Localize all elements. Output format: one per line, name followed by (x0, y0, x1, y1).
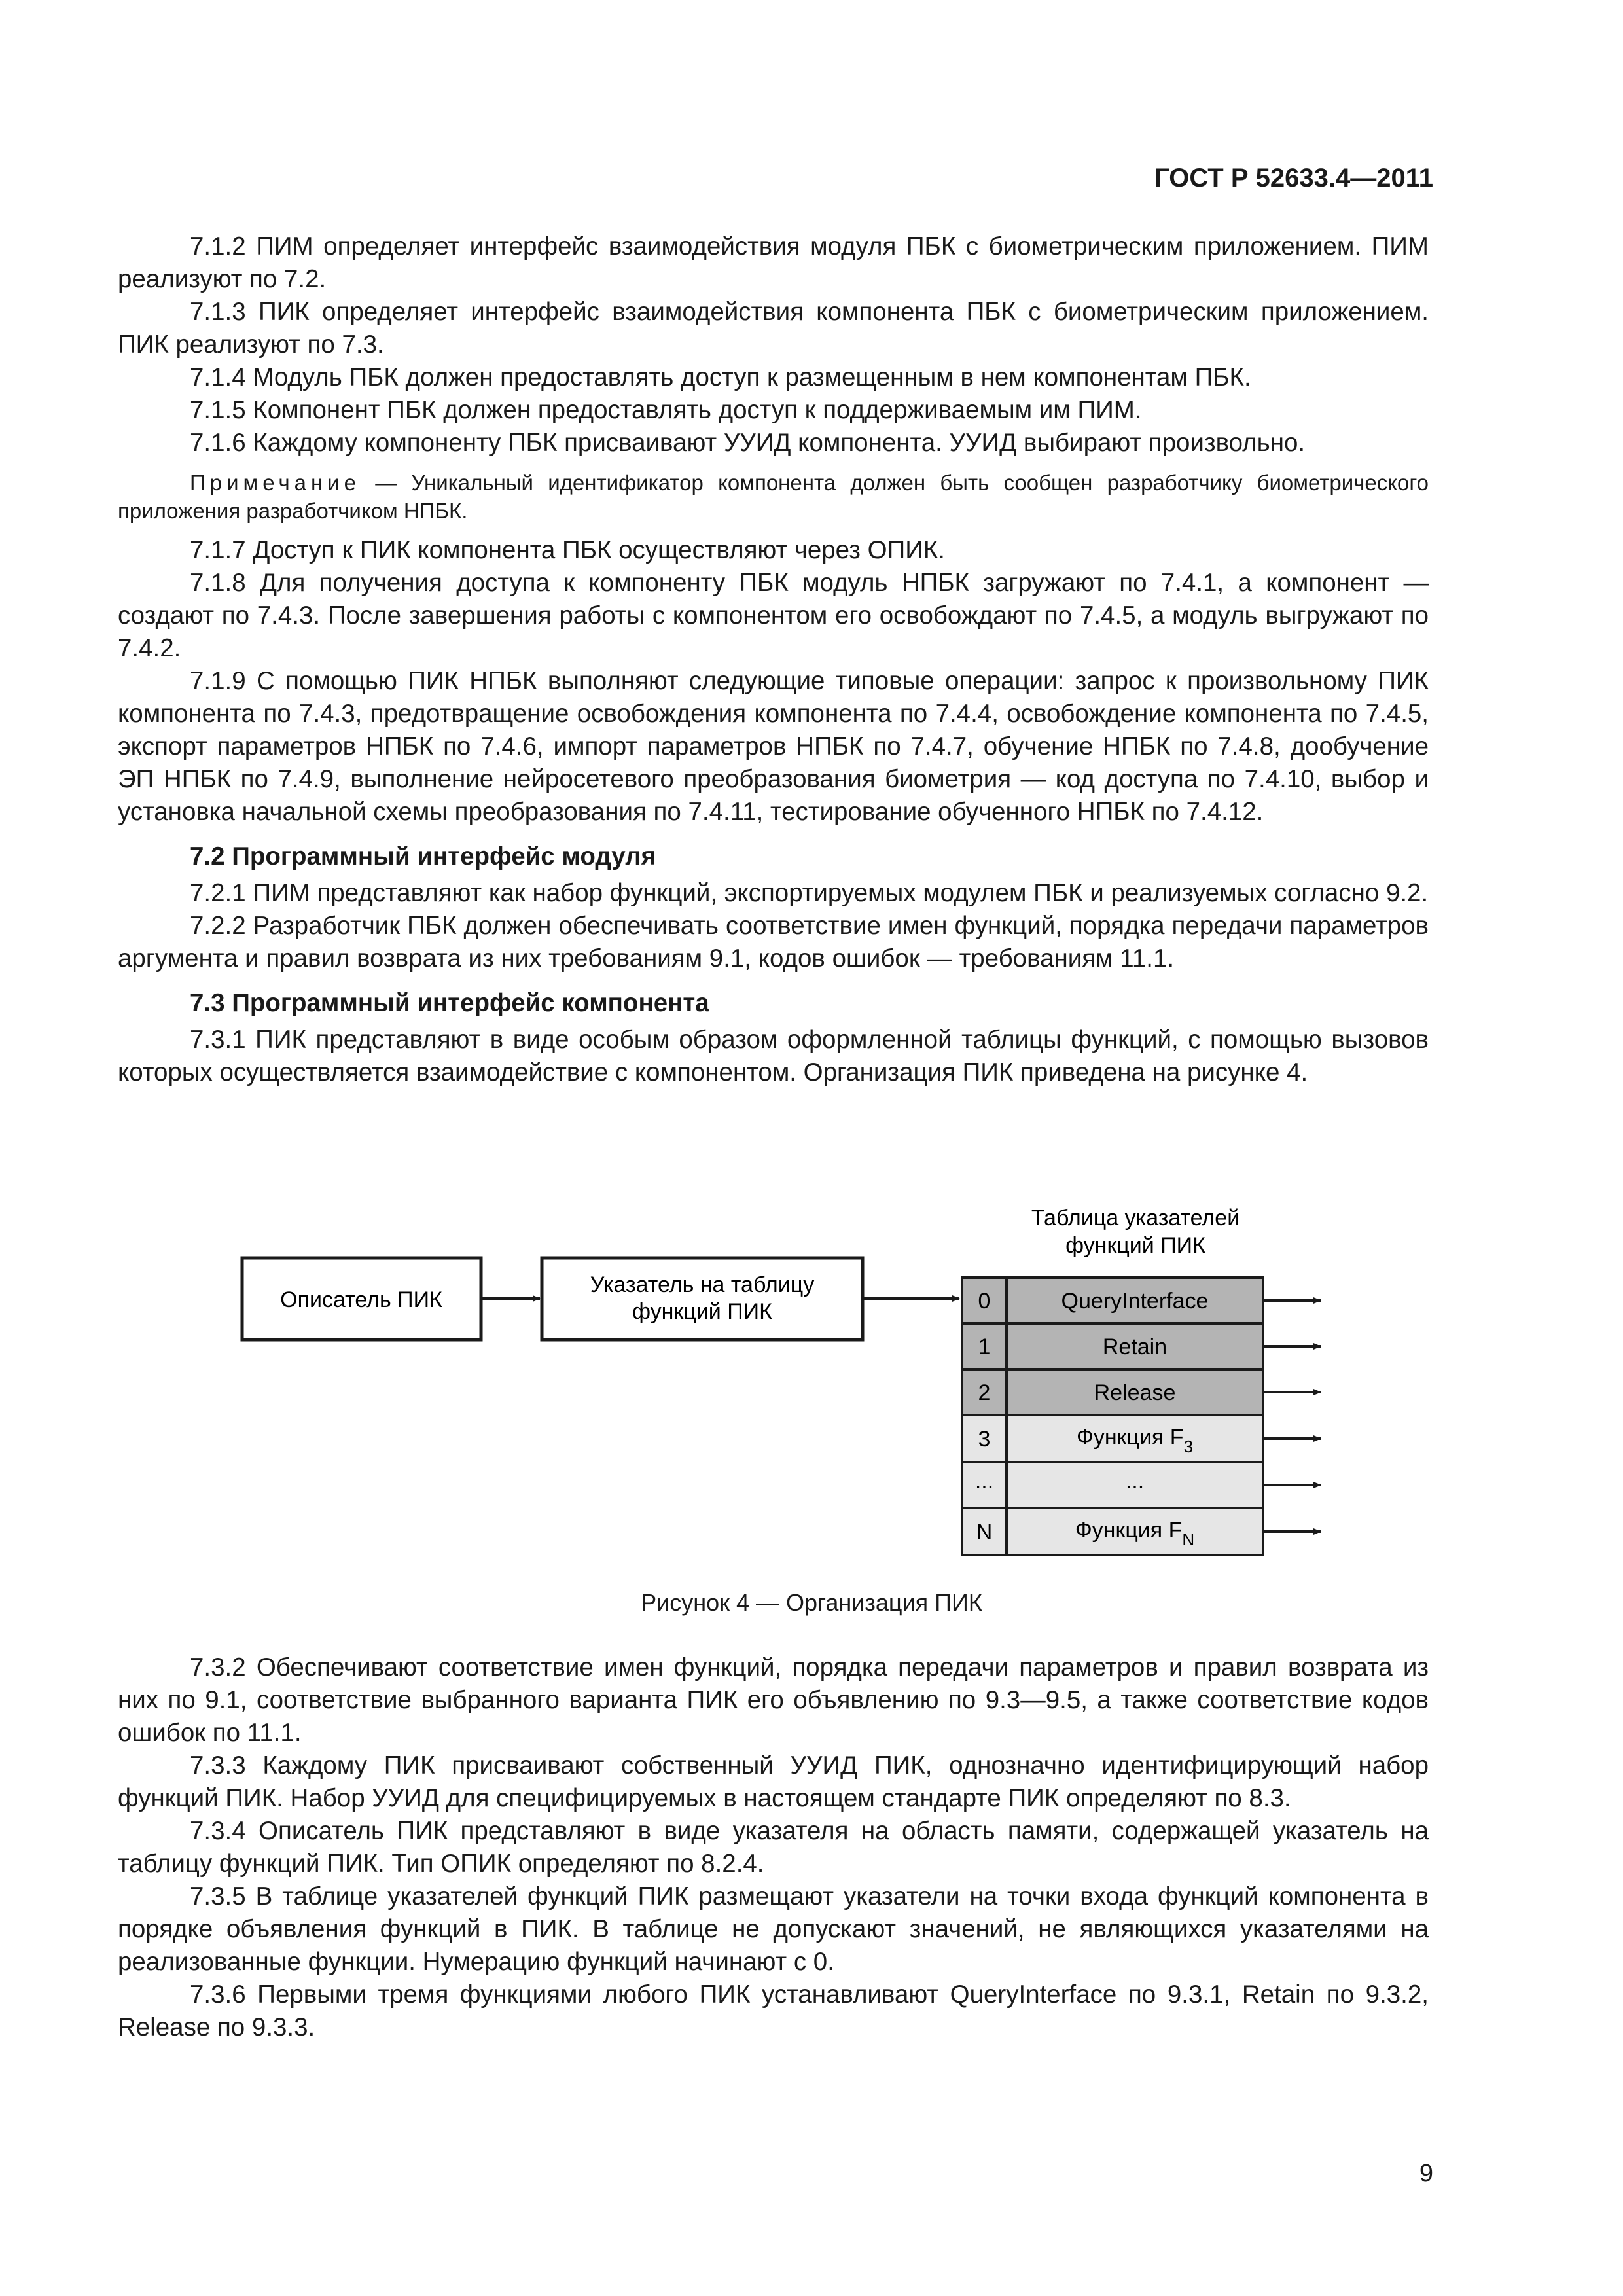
row-label: ... (1125, 1469, 1145, 1494)
row-index: N (976, 1520, 993, 1545)
row-index: 0 (978, 1289, 991, 1314)
row-index: 2 (978, 1380, 991, 1405)
paragraph-7-1-5: 7.1.5 Компонент ПБК должен предоставлять доступ к поддерживаемым им ПИМ. (190, 396, 1142, 424)
section-7-3-title: 7.3 Программный интерфейс компонента (190, 989, 709, 1017)
descriptor-box-label: Описатель ПИК (280, 1287, 442, 1312)
paragraph-7-3-5: 7.3.5 В таблице указателей функций ПИК размещают указатели на точки входа функций компонента в порядке объявления функций в ПИК. В таблице не допускают значений, не являющихся указателями на реализованные функции. Нумерацию функций начинают с 0. (118, 1882, 1429, 1976)
row-label: Retain (1102, 1335, 1168, 1359)
paragraph-7-1-6: 7.1.6 Каждому компоненту ПБК присваивают УУИД компонента. УУИД выбирают произвольно. (190, 429, 1306, 457)
paragraph-7-3-4: 7.3.4 Описатель ПИК представляют в виде указателя на область памяти, содержащей указатель на таблицу функций ПИК. Тип ОПИК определяют по 8.2.4. (118, 1817, 1429, 1878)
paragraph-7-1-9: 7.1.9 С помощью ПИК НПБК выполняют следующие типовые операции: запрос к произвольному ПИК компонента по 7.4.3, предотвращение освобождения компонента по 7.4.4, освобождение компонента по 7.4.5, экспорт параметров НПБК по 7.4.6, импорт параметров НПБК по 7.4.7, обучение НПБК по 7.4.8, дообучение ЭП НПБК по 7.4.9, выполнение нейросетевого преобразования биометрия — код доступа по 7.4.10, выбор и установка начальной схемы преобразования по 7.4.11, тестирование обученного НПБК по 7.4.12. (118, 667, 1429, 826)
row-label: Release (1094, 1380, 1176, 1405)
row-label-with-subscript: Функция $F_3$ (1076, 1425, 1194, 1456)
paragraph-7-1-7: 7.1.7 Доступ к ПИК компонента ПБК осуществляют через ОПИК. (190, 536, 945, 564)
paragraph-7-1-4: 7.1.4 Модуль ПБК должен предоставлять доступ к размещенным в нем компонентам ПБК. (190, 363, 1251, 391)
paragraph-7-1-3: 7.1.3 ПИК определяет интерфейс взаимодействия компонента ПБК с биометрическим приложением. ПИК реализуют по 7.3. (118, 298, 1429, 359)
table-title-line1: Таблица указателей (1031, 1206, 1240, 1230)
note-label: Примечание (190, 471, 361, 495)
figure-diagram (0, 1185, 1623, 1643)
section-7-2-title: 7.2 Программный интерфейс модуля (190, 842, 656, 870)
paragraph-7-1-8: 7.1.8 Для получения доступа к компоненту ПБК модуль НПБК загружают по 7.4.1, а компонент — создают по 7.4.3. После завершения работы с компонентом его освобождают по 7.4.5, а модуль выгружают по 7.4.2. (118, 569, 1429, 662)
row-index: ... (974, 1469, 994, 1494)
standard-header: ГОСТ Р 52633.4—2011 (1154, 164, 1433, 192)
body-top (118, 230, 1429, 1089)
body-bottom (118, 1651, 1429, 2044)
paragraph-7-2-1: 7.2.1 ПИМ представляют как набор функций, экспортируемых модулем ПБК и реализуемых согласно 9.2. (190, 879, 1429, 907)
paragraph-7-3-1: 7.3.1 ПИК представляют в виде особым образом оформленной таблицы функций, с помощью вызовов которых осуществляется взаимодействие с компонентом. Организация ПИК приведена на рисунке 4. (118, 1026, 1429, 1086)
paragraph-7-3-6: 7.3.6 Первыми тремя функциями любого ПИК устанавливают QueryInterface по 9.3.1, Retain по 9.3.2, Release по 9.3.3. (118, 1981, 1429, 2041)
paragraph-7-3-3: 7.3.3 Каждому ПИК присваивают собственный УУИД ПИК, однозначно идентифицирующий набор функций ПИК. Набор УУИД для специфицируемых в настоящем стандарте ПИК определяют по 8.3. (118, 1751, 1429, 1812)
paragraph-7-2-2: 7.2.2 Разработчик ПБК должен обеспечивать соответствие имен функций, порядка передачи параметров аргумента и правил возврата из них требованиям 9.1, кодов ошибок — требованиям 11.1. (118, 912, 1429, 973)
row-label: QueryInterface (1061, 1289, 1209, 1314)
note-text: — Уникальный идентификатор компонента должен быть сообщен разработчику биометрического приложения разработчиком НПБК. (118, 471, 1429, 523)
figure-caption: Рисунок 4 — Организация ПИК (641, 1589, 982, 1616)
row-label-with-subscript: Функция $F_N$ (1075, 1518, 1195, 1549)
row-index: 3 (978, 1427, 991, 1452)
paragraph-7-3-2: 7.3.2 Обеспечивают соответствие имен функций, порядка передачи параметров и правил возврата из них по 9.1, соответствие выбранного варианта ПИК его объявлению по 9.3—9.5, а также соответствие кодов ошибок по 11.1. (118, 1653, 1429, 1747)
page-number: 9 (1419, 2160, 1433, 2187)
row-index: 1 (978, 1335, 991, 1359)
pointer-box-line1: Указатель на таблицу (590, 1272, 815, 1297)
pointer-box-line2: функций ПИК (632, 1299, 772, 1324)
function-table (962, 1278, 1321, 1555)
note (118, 469, 1429, 525)
paragraph-7-1-2: 7.1.2 ПИМ определяет интерфейс взаимодействия модуля ПБК с биометрическим приложением. ПИМ реализуют по 7.2. (118, 232, 1429, 293)
figure-4 (0, 1185, 1623, 1643)
table-title-line2: функций ПИК (1065, 1233, 1205, 1258)
